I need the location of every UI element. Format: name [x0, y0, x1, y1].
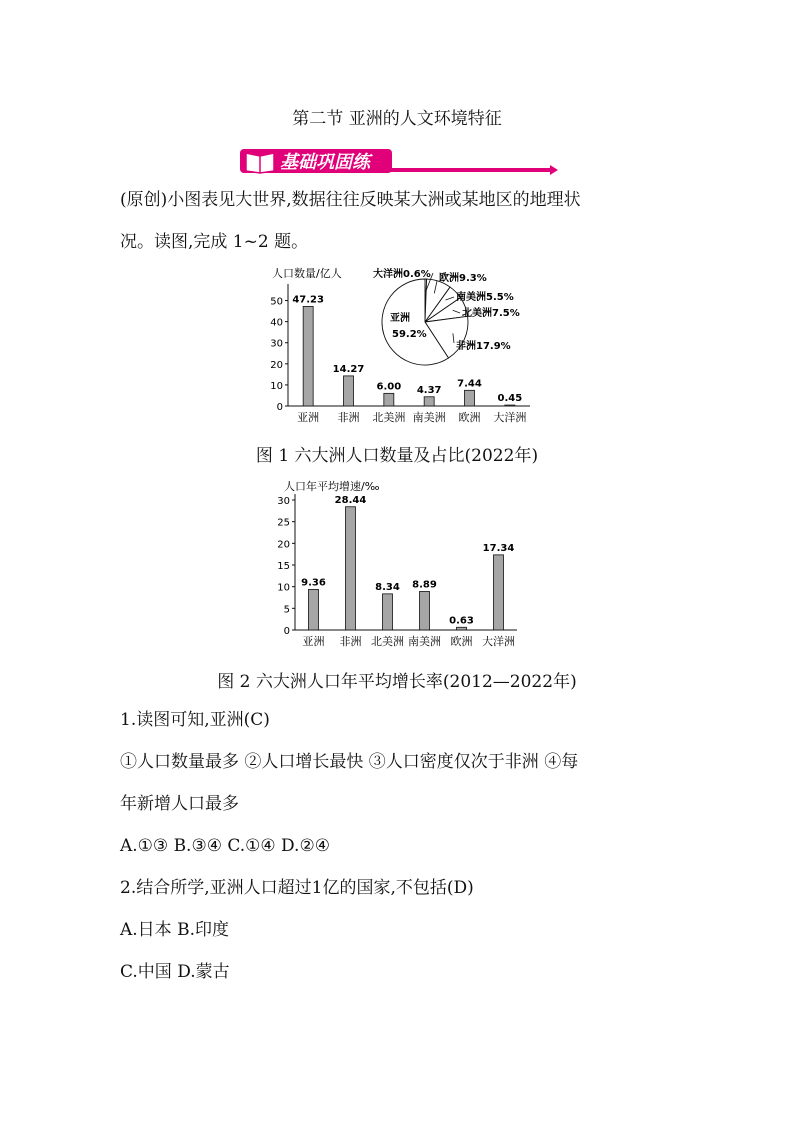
- fig1-bar: [424, 397, 434, 406]
- pie-label-north-america: 北美洲7.5%: [462, 308, 520, 319]
- fig1-y-tick-label: 10: [270, 380, 283, 392]
- fig1-data-label: 6.00: [376, 381, 402, 393]
- intro-line-2: 况。读图,完成 1~2 题。: [120, 232, 309, 252]
- fig1-bar: [384, 393, 394, 406]
- question-1-stem: 1.读图可知,亚洲(C): [120, 710, 270, 730]
- fig1-bar: [344, 376, 354, 406]
- figure-1-caption: 图 1 六大洲人口数量及占比(2022年): [255, 446, 539, 466]
- fig2-data-label: 8.34: [375, 581, 400, 593]
- fig2-y-tick-label: 10: [277, 582, 290, 594]
- fig2-x-tick-label: 亚洲: [302, 635, 325, 648]
- fig2-y-tick-label: 15: [277, 561, 290, 572]
- fig2-x-tick-label: 北美洲: [371, 635, 404, 648]
- figure-2-caption: 图 2 六大洲人口年平均增长率(2012—2022年): [217, 672, 577, 692]
- fig2-data-label: 17.34: [482, 542, 515, 554]
- page-title: 第二节 亚洲的人文环境特征: [292, 109, 502, 129]
- fig1-y-tick-label: 30: [270, 338, 283, 350]
- fig2-data-label: 28.44: [334, 494, 367, 506]
- fig2-bar: [309, 589, 319, 630]
- fig2-x-tick-label: 大洋洲: [482, 635, 515, 648]
- pie-label-oceania: 大洋洲0.6%: [373, 269, 431, 280]
- fig1-ylabel: 人口数量/亿人: [272, 267, 342, 280]
- pie-label-africa: 非洲17.9%: [456, 341, 511, 352]
- fig2-y-tick-label: 5: [283, 604, 290, 616]
- fig1-bar: [303, 306, 313, 406]
- fig1-x-tick-label: 欧洲: [458, 411, 481, 424]
- fig2-bar: [457, 627, 467, 630]
- banner-line-end: [550, 165, 558, 175]
- fig2-data-label: 9.36: [301, 577, 326, 589]
- fig1-data-label: 0.45: [497, 393, 523, 405]
- question-1-statements-line-2: 年新增人口最多: [120, 794, 239, 814]
- pie-label-europe: 欧洲9.3%: [439, 273, 487, 284]
- fig1-data-label: 4.37: [416, 384, 442, 396]
- intro-line-1: (原创)小图表见大世界,数据往往反映某大洲或某地区的地理状: [120, 190, 581, 210]
- fig1-y-tick-label: 50: [270, 296, 283, 308]
- banner-line: [390, 168, 552, 172]
- fig2-bar: [383, 594, 393, 630]
- fig2-x-tick-label: 欧洲: [450, 635, 473, 648]
- figure-1-chart: [255, 263, 555, 433]
- section-banner: [240, 143, 560, 177]
- fig1-x-tick-label: 非洲: [337, 411, 360, 424]
- fig2-y-tick-label: 25: [277, 517, 290, 529]
- fig1-x-tick-label: 亚洲: [297, 411, 320, 424]
- fig2-bar: [346, 507, 356, 630]
- fig2-data-label: 8.89: [412, 579, 437, 591]
- fig1-data-label: 47.23: [292, 294, 324, 306]
- fig1-y-tick-label: 40: [270, 317, 283, 329]
- fig1-y-tick-label: 0: [276, 402, 283, 413]
- fig2-x-tick-label: 南美洲: [408, 635, 441, 648]
- fig2-x-tick-label: 非洲: [339, 635, 362, 648]
- pie-label-asia-name: 亚洲: [390, 313, 410, 324]
- fig1-x-tick-label: 大洋洲: [493, 411, 527, 424]
- fig2-y-tick-label: 20: [277, 539, 290, 551]
- question-1-statements-line-1: ①人口数量最多 ②人口增长最快 ③人口密度仅次于非洲 ④每: [120, 752, 579, 772]
- fig2-bar: [420, 591, 430, 630]
- question-2-options-line-1: A.日本 B.印度: [120, 920, 229, 940]
- book-icon: [246, 153, 274, 173]
- pie-label-south-america: 南美洲5.5%: [456, 292, 514, 303]
- question-2-options-line-2: C.中国 D.蒙古: [120, 962, 230, 982]
- question-2-stem: 2.结合所学,亚洲人口超过1亿的国家,不包括(D): [120, 878, 474, 898]
- fig2-data-label: 0.63: [449, 615, 474, 627]
- pie-label-asia-pct: 59.2%: [392, 329, 427, 340]
- fig1-y-tick-label: 20: [270, 359, 283, 371]
- fig2-bar: [494, 555, 504, 630]
- fig2-ylabel: 人口年平均增速/‰: [284, 480, 380, 493]
- fig2-y-tick-label: 30: [277, 496, 290, 507]
- fig1-x-tick-label: 南美洲: [412, 411, 446, 424]
- figure-2-chart: [268, 478, 528, 653]
- fig2-y-tick-label: 0: [283, 626, 290, 637]
- fig1-bar: [505, 405, 515, 406]
- fig1-bar: [465, 390, 475, 406]
- banner-label: 基础巩固练: [280, 152, 370, 173]
- fig1-x-tick-label: 北美洲: [372, 411, 406, 424]
- fig1-data-label: 7.44: [457, 378, 482, 390]
- question-1-options: A.①③ B.③④ C.①④ D.②④: [120, 836, 330, 856]
- fig1-data-label: 14.27: [332, 363, 365, 375]
